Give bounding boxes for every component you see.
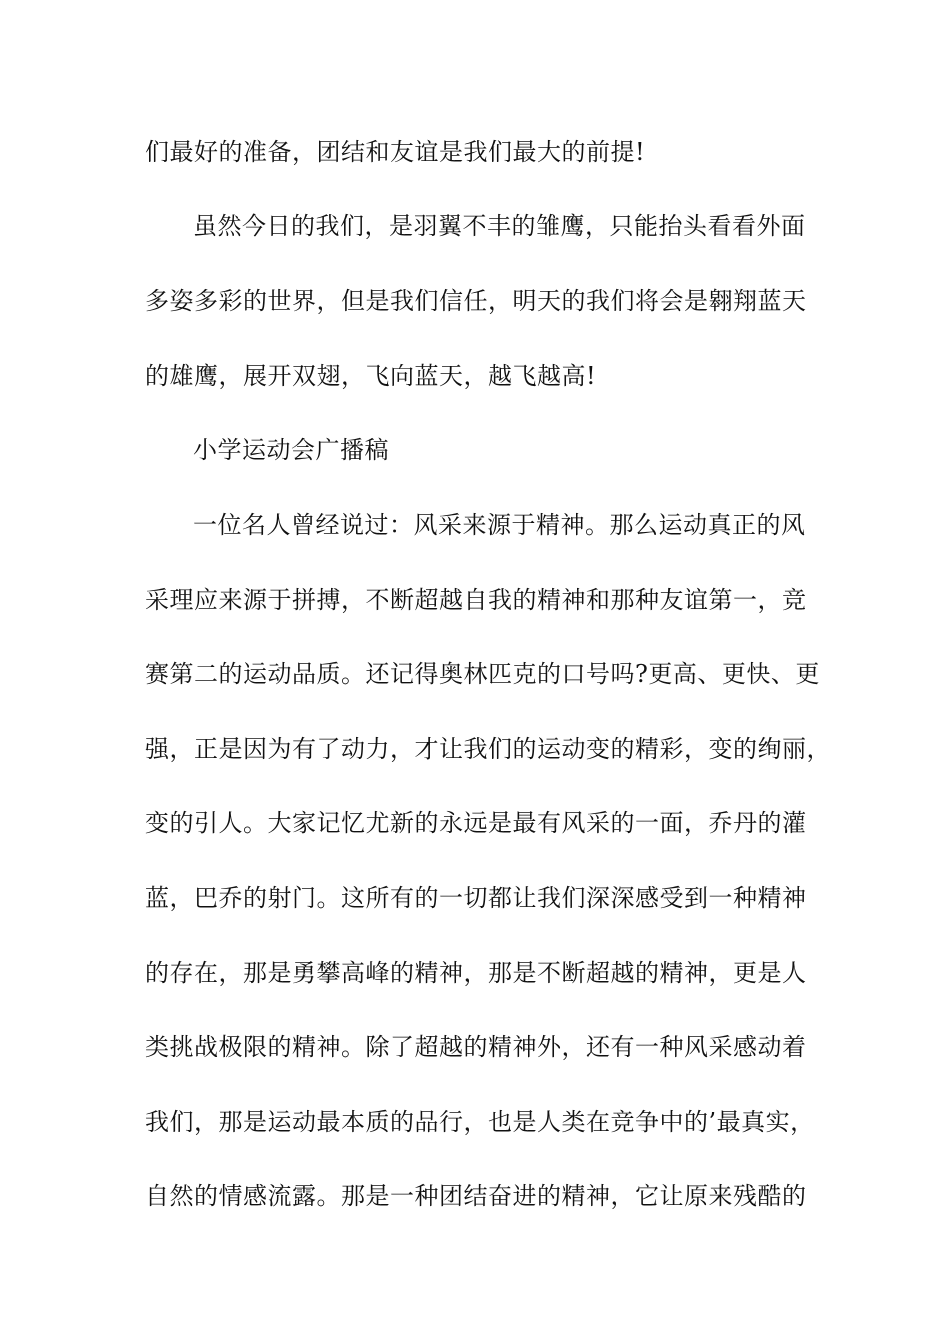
text-line: 的雄鹰，展开双翅，飞向蓝天，越飞越高!: [145, 362, 597, 390]
text-line: 蓝，巴乔的射门。这所有的一切都让我们深深感受到一种精神: [145, 884, 807, 912]
text-line: 强，正是因为有了动力，才让我们的运动变的精彩，变的绚丽，: [145, 735, 831, 763]
text-line: 赛第二的运动品质。还记得奥林匹克的口号吗?更高、更快、更: [145, 660, 820, 688]
section-title: 小学运动会广播稿: [193, 436, 389, 464]
text-line: 的存在，那是勇攀高峰的精神，那是不断超越的精神，更是人: [145, 959, 807, 987]
text-line: 我们，那是运动最本质的品行，也是人类在竞争中的’最真实，: [145, 1108, 815, 1136]
text-line: 类挑战极限的精神。除了超越的精神外，还有一种风采感动着: [145, 1033, 807, 1061]
paragraph-start: 虽然今日的我们，是羽翼不丰的雏鹰，只能抬头看看外面: [193, 212, 806, 240]
text-line: 变的引人。大家记忆尤新的永远是最有风采的一面，乔丹的灌: [145, 809, 807, 837]
text-line: 多姿多彩的世界，但是我们信任，明天的我们将会是翱翔蓝天: [145, 287, 807, 315]
paragraph-start: 一位名人曾经说过：风采来源于精神。那么运动真正的风: [193, 511, 806, 539]
text-line: 采理应来源于拼搏，不断超越自我的精神和那种友谊第一，竞: [145, 586, 807, 614]
text-line: 们最好的准备，团结和友谊是我们最大的前提!: [145, 138, 646, 166]
text-line: 自然的情感流露。那是一种团结奋进的精神，它让原来残酷的: [145, 1182, 807, 1210]
